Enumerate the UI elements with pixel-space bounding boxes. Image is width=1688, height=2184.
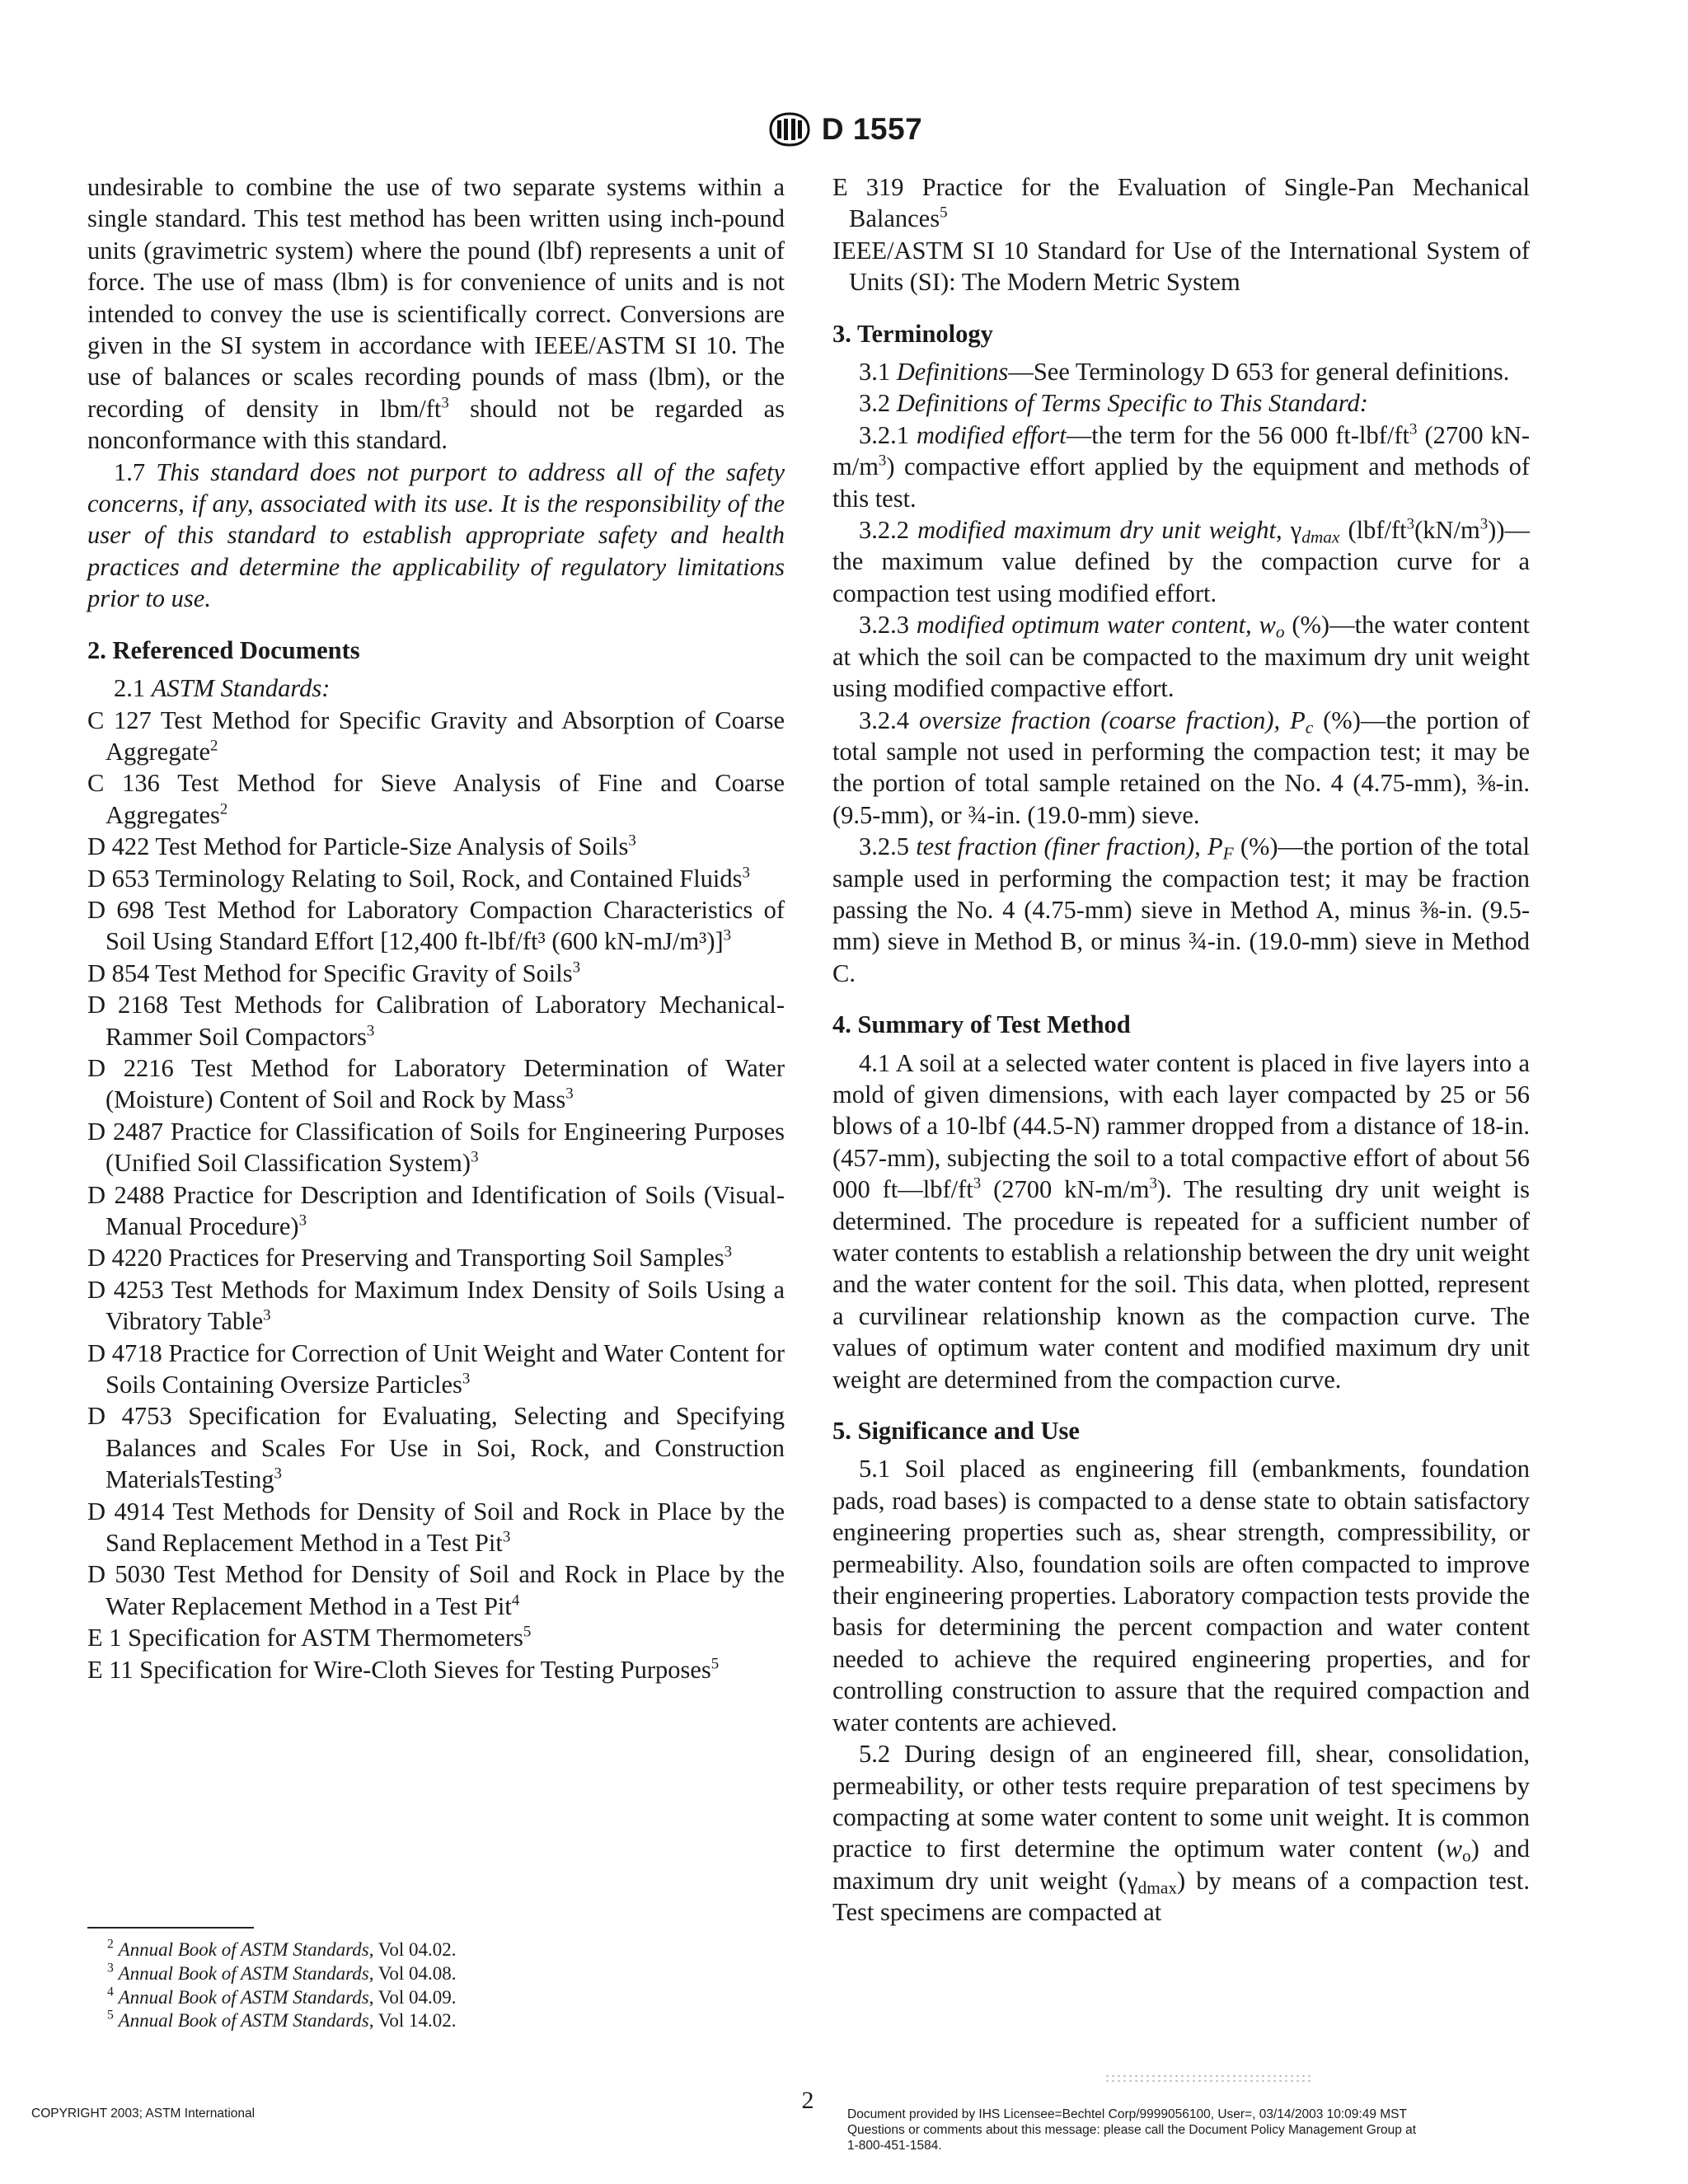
- reference-title: Test Method for Specific Gravity of Soils: [155, 958, 573, 987]
- reference-title: Practice for Description and Identification of Soils (Visual-Manual Procedure): [106, 1180, 785, 1240]
- reference-code: E 319: [832, 173, 904, 201]
- astm-logo-icon: [766, 110, 814, 148]
- reference-title: Practice for the Evaluation of Single-Pan Mechanical Balances: [849, 173, 1530, 233]
- reference-item: [87, 1622, 785, 1653]
- footnote-marker: 3: [274, 1465, 282, 1483]
- paragraph-5-1: 5.1 Soil placed as engineering fill (embankments, foundation pads, road bases) is compacted to a dense state to obtain satisfactory engineering properties such as, shear strength, compressibility, or permeability. Also, foundation soils are often compacted to improve their engineering properties. Laboratory compaction tests provide the basis for determining the percent compaction and water content needed to achieve the required engineering properties, and for controlling construction to assure that the required compaction and water contents are achieved.: [832, 1455, 1530, 1736]
- reference-item: [87, 894, 785, 958]
- reference-title: Specification for ASTM Thermometers: [128, 1624, 523, 1652]
- footnote-marker: 3: [471, 1148, 479, 1166]
- left-column: [87, 171, 785, 1685]
- reference-code: D 653: [87, 864, 150, 893]
- footnotes: [107, 1938, 457, 2033]
- footnote-marker: 2: [210, 737, 218, 755]
- reference-code: D 4718: [87, 1338, 162, 1367]
- reference-item: [87, 1496, 785, 1559]
- footnote-marker: 3: [298, 1212, 307, 1230]
- reference-title: Standard for Use of the International System of Units (SI): The Modern Metric System: [849, 236, 1530, 297]
- footnote-number: 5: [107, 2008, 114, 2022]
- footnote-marker: 3: [366, 1021, 375, 1039]
- footnote-marker: 3: [723, 926, 732, 944]
- footnote-volume: , Vol 04.02.: [368, 1939, 457, 1960]
- paragraph-3-2-4: 3.2.4 oversize fraction (coarse fraction), $P_c$ (%)—the portion of total sample not used in performing the compaction test; it may be the portion of total sample retained on the No. 4 (4.75-mm), ⅜-in. (9.5-mm), or ¾-in. (19.0-mm) sieve.: [832, 705, 1531, 829]
- reference-code: D 5030: [87, 1560, 166, 1589]
- reference-code: D 2168: [87, 991, 169, 1019]
- standard-designation: D 1557: [821, 112, 923, 146]
- footnote-number: 2: [107, 1937, 114, 1952]
- reference-title: Specification for Evaluating, Selecting and Specifying Balances and Scales For Use in Soi, Rock, and Construction MaterialsTesting: [106, 1402, 785, 1494]
- paragraph-3-1: 3.1 Definitions—See Terminology D 653 for general definitions.: [859, 358, 1510, 387]
- reference-code: D 4753: [87, 1402, 172, 1431]
- footnote-marker: 3: [502, 1528, 511, 1546]
- footnote-marker: 5: [940, 204, 948, 222]
- reference-code: E 11: [87, 1655, 134, 1684]
- reference-title: Practice for Correction of Unit Weight and Water Content for Soils Containing Oversize Particles: [106, 1338, 785, 1399]
- reference-item: [87, 1274, 785, 1338]
- section-5-heading: 5. Significance and Use: [832, 1417, 1080, 1446]
- footnote-number: 3: [107, 1961, 114, 1975]
- paragraph-2-1: 2.1 ASTM Standards:: [114, 674, 331, 703]
- footnote-marker: 3: [628, 832, 636, 850]
- reference-code: C 127: [87, 705, 152, 734]
- reference-title: Test Method for Particle-Size Analysis of Soils: [155, 832, 629, 861]
- reference-title: Test Method for Specific Gravity and Absorption of Coarse Aggregate: [106, 705, 785, 766]
- reference-item: [87, 1116, 785, 1179]
- right-column: [832, 171, 1530, 1929]
- reference-item: [832, 171, 1530, 235]
- reference-title: Practice for Classification of Soils for Engineering Purposes (Unified Soil Classification System): [106, 1117, 785, 1178]
- footnote-number: 4: [107, 1984, 114, 1999]
- section-4-heading: 4. Summary of Test Method: [832, 1010, 1131, 1039]
- paragraph-5-2: 5.2 During design of an engineered fill, shear, consolidation, permeability, or other tests require preparation of test specimens by compacting at some water content to some unit weight. It is common practice to first determine the optimum water content $(w_o)$ and maximum dry unit weight $(\gamma_{dmax})$ by means of a compaction test. Test specimens are compacted at: [832, 1740, 1530, 1927]
- footnote-marker: 3: [724, 1243, 733, 1261]
- reference-title: Practices for Preserving and Transporting Soil Samples: [168, 1244, 724, 1272]
- paragraph-3-2-2: 3.2.2 modified maximum dry unit weight, $\gamma_{dmax}$ $(lbf/ft^3(kN/m^3))—the$ maximum value defined by the compaction curve for a compaction test using modified effort.: [832, 515, 1530, 607]
- reference-code: D 422: [87, 832, 150, 861]
- reference-code: D 4914: [87, 1497, 165, 1526]
- footnote-source: Annual Book of ASTM Standards: [118, 1962, 369, 1984]
- reference-item: [87, 1654, 785, 1685]
- reference-title: Terminology Relating to Soil, Rock, and Contained Fluids: [155, 864, 743, 893]
- footnote-divider: [87, 1927, 254, 1929]
- footnote-volume: , Vol 14.02.: [368, 2010, 457, 2032]
- reference-title: Test Methods for Calibration of Laboratory Mechanical-Rammer Soil Compactors: [106, 991, 785, 1051]
- footnote: [107, 1938, 457, 1962]
- reference-code: E 1: [87, 1624, 122, 1652]
- footnote-marker: 3: [572, 958, 581, 977]
- reference-title: Test Method for Laboratory Determination of Water (Moisture) Content of Soil and Rock by Mass: [106, 1053, 785, 1114]
- paragraph-4-1: 4.1 A soil at a selected water content is placed in five layers into a mold of given dimensions, with each layer compacted by 25 or 56 blows of a 10-lbf (44.5-N) rammer dropped from a distance of 18-in. (457-mm), subjecting the soil to a total compactive effort of about 56 000 $ft—lbf/ft^3$ (2700 $kN-m/m^3$). The resulting dry unit weight is determined. The procedure is repeated for a sufficient number of water contents to establish a relationship between the dry unit weight and the water content for the soil. This data, when plotted, represent a curvilinear relationship known as the compaction curve. The values of optimum water content and modified maximum dry unit weight are determined from the compaction curve.: [832, 1048, 1531, 1394]
- paragraph-1-7: 1.7 This standard does not purport to address all of the safety concerns, if any, associated with its use. It is the responsibility of the user of this standard to establish appropriate safety and health practices and determine the applicability of regulatory limitations prior to use.: [87, 457, 785, 613]
- reference-item: [87, 989, 785, 1052]
- footnote: [107, 1962, 457, 1986]
- footnote-marker: 5: [523, 1623, 532, 1641]
- reference-item: [87, 863, 785, 894]
- reference-title: Test Method for Density of Soil and Rock in Place by the Water Replacement Method in a Test Pit: [106, 1560, 785, 1620]
- reference-code: D 2487: [87, 1117, 163, 1146]
- reference-item: [87, 1242, 785, 1273]
- reference-code: D 4220: [87, 1244, 162, 1272]
- footnote: [107, 1986, 457, 2010]
- reference-code: C 136: [87, 769, 160, 798]
- scan-artifact: [1104, 2074, 1311, 2082]
- reference-list-continued: [832, 171, 1530, 298]
- footnote-marker: 3: [263, 1306, 271, 1324]
- paragraph-3-2: 3.2 Definitions of Terms Specific to This Standard:: [859, 389, 1368, 418]
- reference-code: D 2216: [87, 1053, 174, 1082]
- footnote-volume: , Vol 04.08.: [368, 1962, 457, 1984]
- footnote-volume: , Vol 04.09.: [368, 1986, 457, 2008]
- intro-paragraph: undesirable to combine the use of two separate systems within a single standard. This test method has been written using inch-pound units (gravimetric system) where the pound (lbf) represents a unit of force. The use of mass (lbm) is for convenience of units and is not intended to convey the use is scientifically correct. Conversions are given in the SI system in accordance with IEEE/ASTM SI 10. The use of balances or scales recording pounds of mass (lbm), or the recording of density in lbm/$ft^3$ should not be regarded as nonconformance with this standard.: [87, 173, 785, 455]
- footnote-source: Annual Book of ASTM Standards: [118, 1986, 369, 2008]
- reference-title: Test Methods for Density of Soil and Rock in Place by the Sand Replacement Method in a Test Pit: [106, 1497, 785, 1558]
- reference-code: D 4253: [87, 1275, 164, 1304]
- reference-item: [87, 1338, 785, 1401]
- license-notice: Document provided by IHS Licensee=Bechtel Corp/9999056100, User=, 03/14/2003 10:09:49 MST Questions or comments about this message: please call the Document Policy Management Group at 1-800-451-1584.: [847, 2107, 1417, 2153]
- footnote-marker: 3: [742, 863, 750, 881]
- reference-code: D 698: [87, 895, 155, 924]
- reference-item: [87, 831, 785, 862]
- reference-item: [87, 1558, 785, 1622]
- reference-item: [87, 1052, 785, 1116]
- footnote-source: Annual Book of ASTM Standards: [118, 2010, 369, 2032]
- reference-list: [87, 705, 785, 1686]
- paragraph-3-2-3: 3.2.3 modified optimum water content, $w_o$ (%)—the water content at which the soil can be compacted to the maximum dry unit weight using modified compactive effort.: [832, 611, 1530, 703]
- footnote-marker: 4: [511, 1591, 520, 1610]
- reference-code: D 2488: [87, 1180, 165, 1209]
- footnote-marker: 3: [565, 1085, 574, 1103]
- reference-item: [87, 705, 785, 768]
- reference-item: [87, 1179, 785, 1243]
- page-header: [0, 110, 1688, 148]
- reference-title: Test Method for Laboratory Compaction Characteristics of Soil Using Standard Effort [12,400 ft-lbf/ft³ (600 kN-mJ/m³)]: [106, 895, 785, 956]
- footnote-marker: 5: [710, 1654, 720, 1672]
- footnote-source: Annual Book of ASTM Standards: [118, 1939, 369, 1960]
- paragraph-3-2-1: 3.2.1 modified effort—the term for the 56 000 $ft-lbf/ft^3$ (2700 $kN-m/m^3$) compactive effort applied by the equipment and methods of this test.: [832, 420, 1530, 513]
- paragraph-3-2-5: 3.2.5 test fraction (finer fraction), $P_F$ (%)—the portion of the total sample used in performing the compaction test; it may be fraction passing the No. 4 (4.75-mm) sieve in Method A, minus ⅜-in. (9.5-mm) sieve in Method B, or minus ¾-in. (19.0-mm) sieve in Method C.: [832, 832, 1531, 987]
- reference-item: [87, 767, 785, 831]
- reference-item: [87, 958, 785, 989]
- reference-item: [832, 235, 1530, 298]
- reference-title: Specification for Wire-Cloth Sieves for Testing Purposes: [139, 1655, 711, 1684]
- reference-code: IEEE/ASTM SI 10: [832, 236, 1029, 265]
- section-2-heading: 2. Referenced Documents: [87, 635, 360, 664]
- reference-item: [87, 1400, 785, 1495]
- copyright-notice: COPYRIGHT 2003; ASTM International: [31, 2107, 256, 2121]
- footnote-marker: 2: [219, 800, 228, 818]
- footnote-marker: 3: [462, 1370, 471, 1388]
- reference-title: Test Method for Sieve Analysis of Fine and Coarse Aggregates: [106, 769, 785, 829]
- footnote: [107, 2009, 457, 2033]
- page-number: 2: [801, 2087, 814, 2114]
- section-3-heading: 3. Terminology: [832, 319, 993, 348]
- reference-code: D 854: [87, 958, 150, 987]
- reference-title: Test Methods for Maximum Index Density of Soils Using a Vibratory Table: [106, 1275, 785, 1336]
